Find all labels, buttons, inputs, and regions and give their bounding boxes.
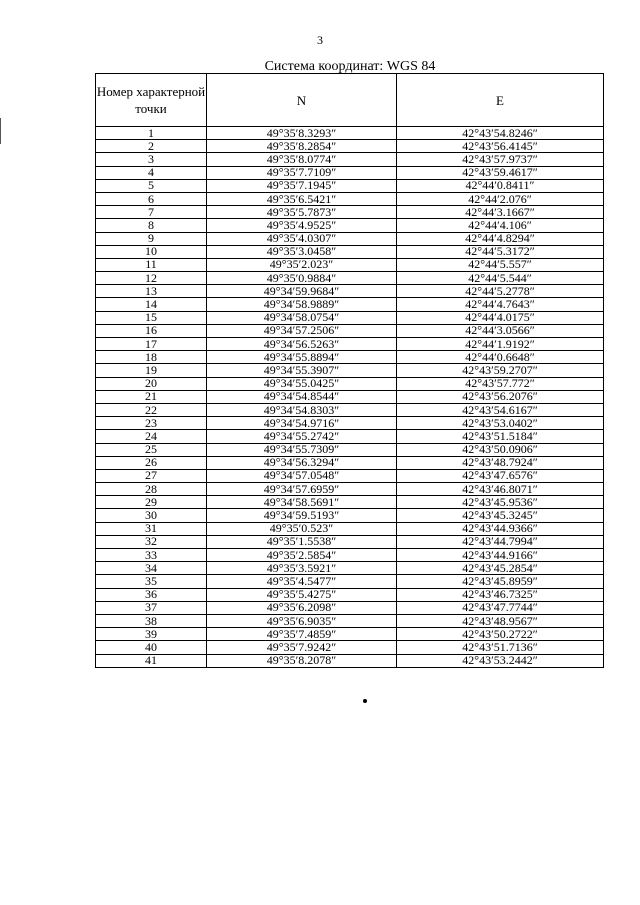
table-row bbox=[96, 206, 604, 219]
table-row bbox=[96, 179, 604, 192]
n-coordinate-cell: 49°34′59.9684″ bbox=[207, 285, 397, 298]
n-coordinate-cell: 49°34′59.5193″ bbox=[207, 509, 397, 522]
e-coordinate-cell: 42°43′47.6576″ bbox=[397, 469, 604, 482]
e-coordinate-cell: 42°43′44.7994″ bbox=[397, 535, 604, 548]
point-number-cell: 15 bbox=[96, 311, 207, 324]
e-coordinate-cell: 42°44′4.106″ bbox=[397, 219, 604, 232]
n-coordinate-cell: 49°35′5.4275″ bbox=[207, 588, 397, 601]
table-row bbox=[96, 641, 604, 654]
n-coordinate-cell: 49°34′55.8894″ bbox=[207, 351, 397, 364]
table-row bbox=[96, 535, 604, 548]
n-coordinate-cell: 49°35′0.9884″ bbox=[207, 272, 397, 285]
table-row bbox=[96, 140, 604, 153]
n-coordinate-cell: 49°35′5.7873″ bbox=[207, 206, 397, 219]
table-row bbox=[96, 166, 604, 179]
scan-margin-mark bbox=[0, 118, 1, 144]
table-row bbox=[96, 588, 604, 601]
e-coordinate-cell: 42°43′45.2854″ bbox=[397, 562, 604, 575]
header-n: N bbox=[207, 74, 397, 127]
n-coordinate-cell: 49°34′55.7309″ bbox=[207, 443, 397, 456]
table-row bbox=[96, 232, 604, 245]
point-number-cell: 18 bbox=[96, 351, 207, 364]
n-coordinate-cell: 49°35′3.5921″ bbox=[207, 562, 397, 575]
table-row bbox=[96, 245, 604, 258]
point-number-cell: 39 bbox=[96, 628, 207, 641]
e-coordinate-cell: 42°43′44.9366″ bbox=[397, 522, 604, 535]
point-number-cell: 11 bbox=[96, 258, 207, 271]
point-number-cell: 20 bbox=[96, 377, 207, 390]
point-number-cell: 34 bbox=[96, 562, 207, 575]
e-coordinate-cell: 42°44′1.9192″ bbox=[397, 338, 604, 351]
header-e: E bbox=[397, 74, 604, 127]
e-coordinate-cell: 42°43′56.2076″ bbox=[397, 390, 604, 403]
e-coordinate-cell: 42°43′46.8071″ bbox=[397, 483, 604, 496]
n-coordinate-cell: 49°34′57.6959″ bbox=[207, 483, 397, 496]
n-coordinate-cell: 49°35′6.5421″ bbox=[207, 192, 397, 205]
table-row bbox=[96, 443, 604, 456]
point-number-cell: 27 bbox=[96, 469, 207, 482]
point-number-cell: 14 bbox=[96, 298, 207, 311]
table-row bbox=[96, 338, 604, 351]
coordinates-table bbox=[95, 73, 604, 668]
e-coordinate-cell: 42°43′50.0906″ bbox=[397, 443, 604, 456]
n-coordinate-cell: 49°35′4.5477″ bbox=[207, 575, 397, 588]
table-row bbox=[96, 272, 604, 285]
point-number-cell: 1 bbox=[96, 127, 207, 140]
table-row bbox=[96, 377, 604, 390]
point-number-cell: 7 bbox=[96, 206, 207, 219]
page-dot-mark bbox=[363, 699, 367, 703]
n-coordinate-cell: 49°35′4.0307″ bbox=[207, 232, 397, 245]
n-coordinate-cell: 49°35′7.7109″ bbox=[207, 166, 397, 179]
e-coordinate-cell: 42°43′57.9737″ bbox=[397, 153, 604, 166]
n-coordinate-cell: 49°35′8.0774″ bbox=[207, 153, 397, 166]
n-coordinate-cell: 49°34′55.0425″ bbox=[207, 377, 397, 390]
e-coordinate-cell: 42°43′54.8246″ bbox=[397, 127, 604, 140]
table-row bbox=[96, 496, 604, 509]
table-row bbox=[96, 258, 604, 271]
e-coordinate-cell: 42°44′3.1667″ bbox=[397, 206, 604, 219]
point-number-cell: 25 bbox=[96, 443, 207, 456]
point-number-cell: 32 bbox=[96, 535, 207, 548]
table-row bbox=[96, 654, 604, 667]
point-number-cell: 21 bbox=[96, 390, 207, 403]
point-number-cell: 3 bbox=[96, 153, 207, 166]
e-coordinate-cell: 42°43′48.9567″ bbox=[397, 614, 604, 627]
n-coordinate-cell: 49°35′3.0458″ bbox=[207, 245, 397, 258]
table-header-row bbox=[96, 74, 604, 127]
point-number-cell: 19 bbox=[96, 364, 207, 377]
n-coordinate-cell: 49°35′0.523″ bbox=[207, 522, 397, 535]
table-row bbox=[96, 219, 604, 232]
n-coordinate-cell: 49°34′55.3907″ bbox=[207, 364, 397, 377]
point-number-cell: 41 bbox=[96, 654, 207, 667]
table-row bbox=[96, 192, 604, 205]
n-coordinate-cell: 49°34′57.0548″ bbox=[207, 469, 397, 482]
n-coordinate-cell: 49°35′6.9035″ bbox=[207, 614, 397, 627]
point-number-cell: 38 bbox=[96, 614, 207, 627]
table-row bbox=[96, 614, 604, 627]
e-coordinate-cell: 42°44′4.0175″ bbox=[397, 311, 604, 324]
coordinate-system-title: Система координат: WGS 84 bbox=[264, 59, 436, 74]
point-number-cell: 30 bbox=[96, 509, 207, 522]
point-number-cell: 10 bbox=[96, 245, 207, 258]
e-coordinate-cell: 42°44′4.7643″ bbox=[397, 298, 604, 311]
n-coordinate-cell: 49°34′54.9716″ bbox=[207, 417, 397, 430]
n-coordinate-cell: 49°35′8.3293″ bbox=[207, 127, 397, 140]
n-coordinate-cell: 49°34′58.0754″ bbox=[207, 311, 397, 324]
table-row bbox=[96, 324, 604, 337]
page-number: 3 bbox=[317, 33, 323, 47]
point-number-cell: 33 bbox=[96, 549, 207, 562]
table-row bbox=[96, 522, 604, 535]
point-number-cell: 12 bbox=[96, 272, 207, 285]
e-coordinate-cell: 42°44′2.076″ bbox=[397, 192, 604, 205]
n-coordinate-cell: 49°34′56.3294″ bbox=[207, 456, 397, 469]
e-coordinate-cell: 42°43′44.9166″ bbox=[397, 549, 604, 562]
point-number-cell: 36 bbox=[96, 588, 207, 601]
n-coordinate-cell: 49°35′7.1945″ bbox=[207, 179, 397, 192]
table-row bbox=[96, 285, 604, 298]
e-coordinate-cell: 42°43′50.2722″ bbox=[397, 628, 604, 641]
table-row bbox=[96, 298, 604, 311]
e-coordinate-cell: 42°44′3.0566″ bbox=[397, 324, 604, 337]
point-number-cell: 24 bbox=[96, 430, 207, 443]
n-coordinate-cell: 49°34′58.5691″ bbox=[207, 496, 397, 509]
e-coordinate-cell: 42°43′57.772″ bbox=[397, 377, 604, 390]
e-coordinate-cell: 42°43′54.6167″ bbox=[397, 403, 604, 416]
point-number-cell: 2 bbox=[96, 140, 207, 153]
n-coordinate-cell: 49°34′58.9889″ bbox=[207, 298, 397, 311]
point-number-cell: 5 bbox=[96, 179, 207, 192]
n-coordinate-cell: 49°34′54.8544″ bbox=[207, 390, 397, 403]
table-row bbox=[96, 628, 604, 641]
n-coordinate-cell: 49°34′54.8303″ bbox=[207, 403, 397, 416]
e-coordinate-cell: 42°44′4.8294″ bbox=[397, 232, 604, 245]
table-row bbox=[96, 417, 604, 430]
point-number-cell: 17 bbox=[96, 338, 207, 351]
table-row bbox=[96, 549, 604, 562]
table-row bbox=[96, 562, 604, 575]
table-row bbox=[96, 469, 604, 482]
e-coordinate-cell: 42°43′59.4617″ bbox=[397, 166, 604, 179]
point-number-cell: 26 bbox=[96, 456, 207, 469]
point-number-cell: 29 bbox=[96, 496, 207, 509]
e-coordinate-cell: 42°43′53.0402″ bbox=[397, 417, 604, 430]
n-coordinate-cell: 49°35′7.4859″ bbox=[207, 628, 397, 641]
e-coordinate-cell: 42°43′51.7136″ bbox=[397, 641, 604, 654]
e-coordinate-cell: 42°43′56.4145″ bbox=[397, 140, 604, 153]
e-coordinate-cell: 42°44′0.6648″ bbox=[397, 351, 604, 364]
e-coordinate-cell: 42°43′53.2442″ bbox=[397, 654, 604, 667]
point-number-cell: 16 bbox=[96, 324, 207, 337]
n-coordinate-cell: 49°34′56.5263″ bbox=[207, 338, 397, 351]
e-coordinate-cell: 42°44′0.8411″ bbox=[397, 179, 604, 192]
e-coordinate-cell: 42°44′5.544″ bbox=[397, 272, 604, 285]
n-coordinate-cell: 49°34′57.2506″ bbox=[207, 324, 397, 337]
table-row bbox=[96, 153, 604, 166]
table-row bbox=[96, 601, 604, 614]
n-coordinate-cell: 49°35′8.2078″ bbox=[207, 654, 397, 667]
point-number-cell: 8 bbox=[96, 219, 207, 232]
header-point-number: Номер характерной точки bbox=[96, 74, 207, 127]
point-number-cell: 4 bbox=[96, 166, 207, 179]
n-coordinate-cell: 49°35′8.2854″ bbox=[207, 140, 397, 153]
table-row bbox=[96, 364, 604, 377]
table-row bbox=[96, 509, 604, 522]
table-row bbox=[96, 403, 604, 416]
e-coordinate-cell: 42°43′46.7325″ bbox=[397, 588, 604, 601]
n-coordinate-cell: 49°35′7.9242″ bbox=[207, 641, 397, 654]
n-coordinate-cell: 49°34′55.2742″ bbox=[207, 430, 397, 443]
n-coordinate-cell: 49°35′1.5538″ bbox=[207, 535, 397, 548]
n-coordinate-cell: 49°35′6.2098″ bbox=[207, 601, 397, 614]
n-coordinate-cell: 49°35′2.023″ bbox=[207, 258, 397, 271]
point-number-cell: 37 bbox=[96, 601, 207, 614]
point-number-cell: 22 bbox=[96, 403, 207, 416]
e-coordinate-cell: 42°43′51.5184″ bbox=[397, 430, 604, 443]
table-row bbox=[96, 351, 604, 364]
table-body bbox=[96, 127, 604, 668]
e-coordinate-cell: 42°43′45.9536″ bbox=[397, 496, 604, 509]
e-coordinate-cell: 42°43′59.2707″ bbox=[397, 364, 604, 377]
e-coordinate-cell: 42°43′45.8959″ bbox=[397, 575, 604, 588]
point-number-cell: 9 bbox=[96, 232, 207, 245]
table-row bbox=[96, 311, 604, 324]
point-number-cell: 23 bbox=[96, 417, 207, 430]
n-coordinate-cell: 49°35′4.9525″ bbox=[207, 219, 397, 232]
point-number-cell: 40 bbox=[96, 641, 207, 654]
point-number-cell: 6 bbox=[96, 192, 207, 205]
point-number-cell: 31 bbox=[96, 522, 207, 535]
table-row bbox=[96, 575, 604, 588]
e-coordinate-cell: 42°44′5.2778″ bbox=[397, 285, 604, 298]
point-number-cell: 13 bbox=[96, 285, 207, 298]
e-coordinate-cell: 42°44′5.3172″ bbox=[397, 245, 604, 258]
e-coordinate-cell: 42°43′45.3245″ bbox=[397, 509, 604, 522]
n-coordinate-cell: 49°35′2.5854″ bbox=[207, 549, 397, 562]
table-row bbox=[96, 456, 604, 469]
table-row bbox=[96, 127, 604, 140]
point-number-cell: 28 bbox=[96, 483, 207, 496]
e-coordinate-cell: 42°43′47.7744″ bbox=[397, 601, 604, 614]
table-row bbox=[96, 390, 604, 403]
e-coordinate-cell: 42°43′48.7924″ bbox=[397, 456, 604, 469]
e-coordinate-cell: 42°44′5.557″ bbox=[397, 258, 604, 271]
point-number-cell: 35 bbox=[96, 575, 207, 588]
table-row bbox=[96, 430, 604, 443]
table-row bbox=[96, 483, 604, 496]
